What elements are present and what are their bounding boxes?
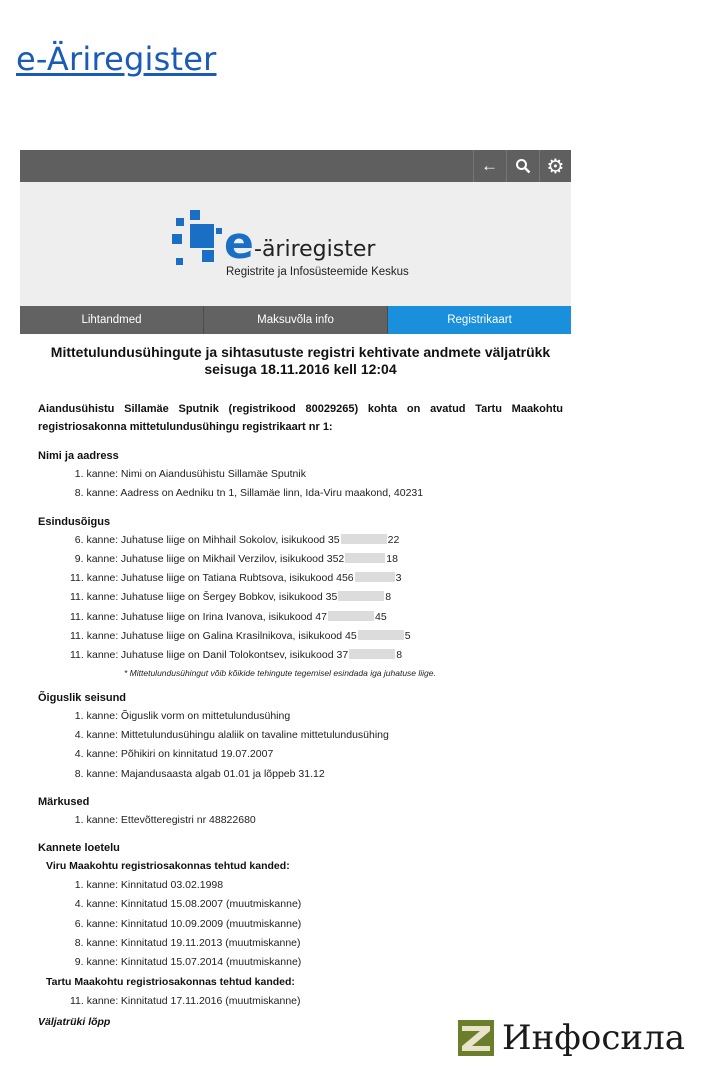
- section-legal-status: [38, 692, 563, 784]
- list-item: [38, 627, 563, 646]
- list-item: [38, 992, 563, 1011]
- redaction-mask: [328, 611, 374, 621]
- entry-text: Kinnitatud 03.02.1998: [120, 879, 224, 892]
- entry-number: 6. kanne:: [74, 917, 118, 930]
- list-item: [38, 465, 563, 484]
- search-icon[interactable]: [506, 150, 538, 182]
- entry-text: Kinnitatud 17.11.2016 (muutmiskanne): [120, 994, 301, 1007]
- redaction-mask: [355, 572, 395, 582]
- entry-number: 1. kanne:: [74, 468, 118, 480]
- entry-text: Kinnitatud 15.07.2014 (muutmiskanne): [120, 956, 302, 969]
- entry-text: Juhatuse liige on Irina Ivanova, isikukood 47: [120, 610, 327, 623]
- redaction-mask: [345, 553, 385, 563]
- entry-number: 6. kanne:: [74, 533, 118, 546]
- list-item: [38, 484, 563, 503]
- entry-number: 9. kanne:: [74, 956, 118, 969]
- redaction-mask: [341, 534, 387, 544]
- header-logo-band: [20, 182, 571, 306]
- entry-text: Õiguslik vorm on mittetulundusühing: [120, 709, 291, 722]
- list-item: [38, 531, 563, 550]
- registry-card-content: [20, 344, 571, 1031]
- entry-text: Juhatuse liige on Tatiana Rubtsova, isikukood 456: [120, 572, 354, 585]
- tab-registrikaart[interactable]: Registrikaart: [388, 306, 571, 334]
- list-item: [38, 811, 563, 830]
- entry-text: Juhatuse liige on Danil Tolokontsev, isikukood 37: [120, 649, 349, 662]
- tab-lihtandmed[interactable]: Lihtandmed: [20, 306, 204, 334]
- list-item: [38, 707, 563, 726]
- section-entries-list: [38, 842, 563, 1011]
- entry-text: Mittetulundusühingu alaliik on tavaline mittetulundusühing: [120, 728, 389, 741]
- document-end: Väljatrüki lõpp: [38, 1015, 111, 1028]
- entry-number: 11. kanne:: [70, 994, 119, 1007]
- entry-number: 4. kanne:: [74, 728, 118, 741]
- entry-tail: 22: [387, 533, 400, 546]
- entry-number: 11. kanne:: [70, 610, 119, 623]
- entry-text: Ettevõtteregistri nr 48822680: [120, 813, 256, 826]
- entry-number: 11. kanne:: [70, 572, 119, 585]
- list-item: [38, 588, 563, 607]
- entry-tail: 3: [395, 572, 402, 585]
- app-screen: [20, 150, 571, 1050]
- entry-number: 11. kanne:: [70, 630, 119, 643]
- back-arrow-icon[interactable]: ←: [473, 150, 505, 182]
- entry-number: 1. kanne:: [74, 813, 118, 826]
- entry-number: 8. kanne:: [74, 937, 118, 950]
- list-item: [38, 934, 563, 953]
- entry-number: 1. kanne:: [74, 709, 118, 722]
- list-item: [38, 915, 563, 934]
- list-item: [38, 745, 563, 764]
- entry-number: 4. kanne:: [74, 898, 118, 911]
- logo-e-letter: e: [224, 218, 254, 269]
- entry-number: 11. kanne:: [70, 649, 119, 662]
- section-heading: Õiguslik seisund: [38, 691, 127, 704]
- representation-note: * Mittetulundusühingut võib kõikide tehingute tegemisel esindada iga juhatuse liige.: [124, 667, 436, 678]
- redaction-mask: [349, 649, 395, 659]
- entries-group-heading: Tartu Maakohtu registriosakonnas tehtud kanded:: [46, 975, 295, 988]
- settings-gear-icon[interactable]: ⚙: [539, 150, 571, 182]
- entry-text: Juhatuse liige on Mikhail Verzilov, isikukood 352: [120, 552, 345, 565]
- infosila-logo-icon: [458, 1020, 494, 1056]
- entry-text: Nimi on Aiandusühistu Sillamäe Sputnik: [120, 468, 306, 480]
- list-item: [38, 895, 563, 914]
- entry-number: 9. kanne:: [74, 552, 118, 565]
- section-representation: [38, 516, 563, 680]
- section-name-address: [38, 450, 563, 504]
- infosila-watermark: [458, 1012, 685, 1064]
- entry-tail: 18: [386, 552, 398, 565]
- list-item: [38, 726, 563, 745]
- section-heading: Nimi ja aadress: [38, 450, 119, 462]
- infosila-watermark-text: Инфосила: [502, 1018, 685, 1058]
- section-heading: Esindusõigus: [38, 515, 111, 528]
- entry-number: 1. kanne:: [74, 879, 118, 892]
- logo-wordmark: -äriregister: [254, 237, 376, 262]
- top-toolbar: [20, 150, 571, 182]
- logo-subtitle: Registrite ja Infosüsteemide Keskus: [226, 266, 409, 278]
- entry-text: Juhatuse liige on Galina Krasilnikova, isikukood 45: [120, 630, 357, 643]
- entry-text: Kinnitatud 10.09.2009 (muutmiskanne): [120, 917, 302, 930]
- redaction-mask: [338, 591, 384, 601]
- e-ariregister-logo: [150, 210, 450, 280]
- section-remarks: [38, 796, 563, 830]
- list-item: [38, 953, 563, 972]
- list-item: [38, 876, 563, 895]
- entry-tail: 8: [396, 649, 403, 662]
- entry-number: 11. kanne:: [70, 591, 119, 604]
- entry-text: Kinnitatud 19.11.2013 (muutmiskanne): [120, 937, 301, 950]
- entry-text: Aadress on Aedniku tn 1, Sillamäe linn, Ida-Viru maakond, 40231: [120, 487, 424, 500]
- e-ariregister-link[interactable]: e-Äriregister: [16, 40, 217, 78]
- entry-text: Juhatuse liige on Mihhail Sokolov, isikukood 35: [120, 533, 340, 546]
- entry-text: Kinnitatud 15.08.2007 (muutmiskanne): [120, 898, 302, 911]
- list-item: [38, 646, 563, 665]
- entries-group-heading: Viru Maakohtu registriosakonnas tehtud kanded:: [46, 860, 290, 873]
- document-intro: Aiandusühistu Sillamäe Sputnik (registrikood 80029265) kohta on avatud Tartu Maakohtu registriosakonna mittetulundusühingu registrikaart nr 1:: [38, 403, 563, 433]
- section-heading: Märkused: [38, 795, 90, 808]
- tab-maksuvola-info[interactable]: Maksuvõla info: [204, 306, 388, 334]
- list-item: [38, 550, 563, 569]
- entry-number: 8. kanne:: [74, 767, 118, 780]
- list-item: [38, 569, 563, 588]
- redaction-mask: [358, 630, 404, 640]
- list-item: [38, 608, 563, 627]
- entry-text: Majandusaasta algab 01.01 ja lõppeb 31.12: [120, 767, 325, 780]
- entry-tail: 8: [385, 591, 392, 604]
- tab-bar: [20, 306, 571, 334]
- entry-tail: 5: [404, 630, 411, 643]
- section-heading: Kannete loetelu: [38, 842, 120, 855]
- entry-text: Juhatuse liige on Šergey Bobkov, isikukood 35: [120, 591, 338, 604]
- list-item: [38, 765, 563, 784]
- entry-text: Põhikiri on kinnitatud 19.07.2007: [120, 748, 274, 761]
- entry-number: 4. kanne:: [74, 748, 118, 761]
- document-title: Mittetulundusühingute ja sihtasutuste registri kehtivate andmete väljatrükk seisuga 18.11.2016 kell 12:04: [50, 344, 551, 377]
- entry-tail: 45: [374, 610, 387, 623]
- entry-number: 8. kanne:: [74, 487, 118, 500]
